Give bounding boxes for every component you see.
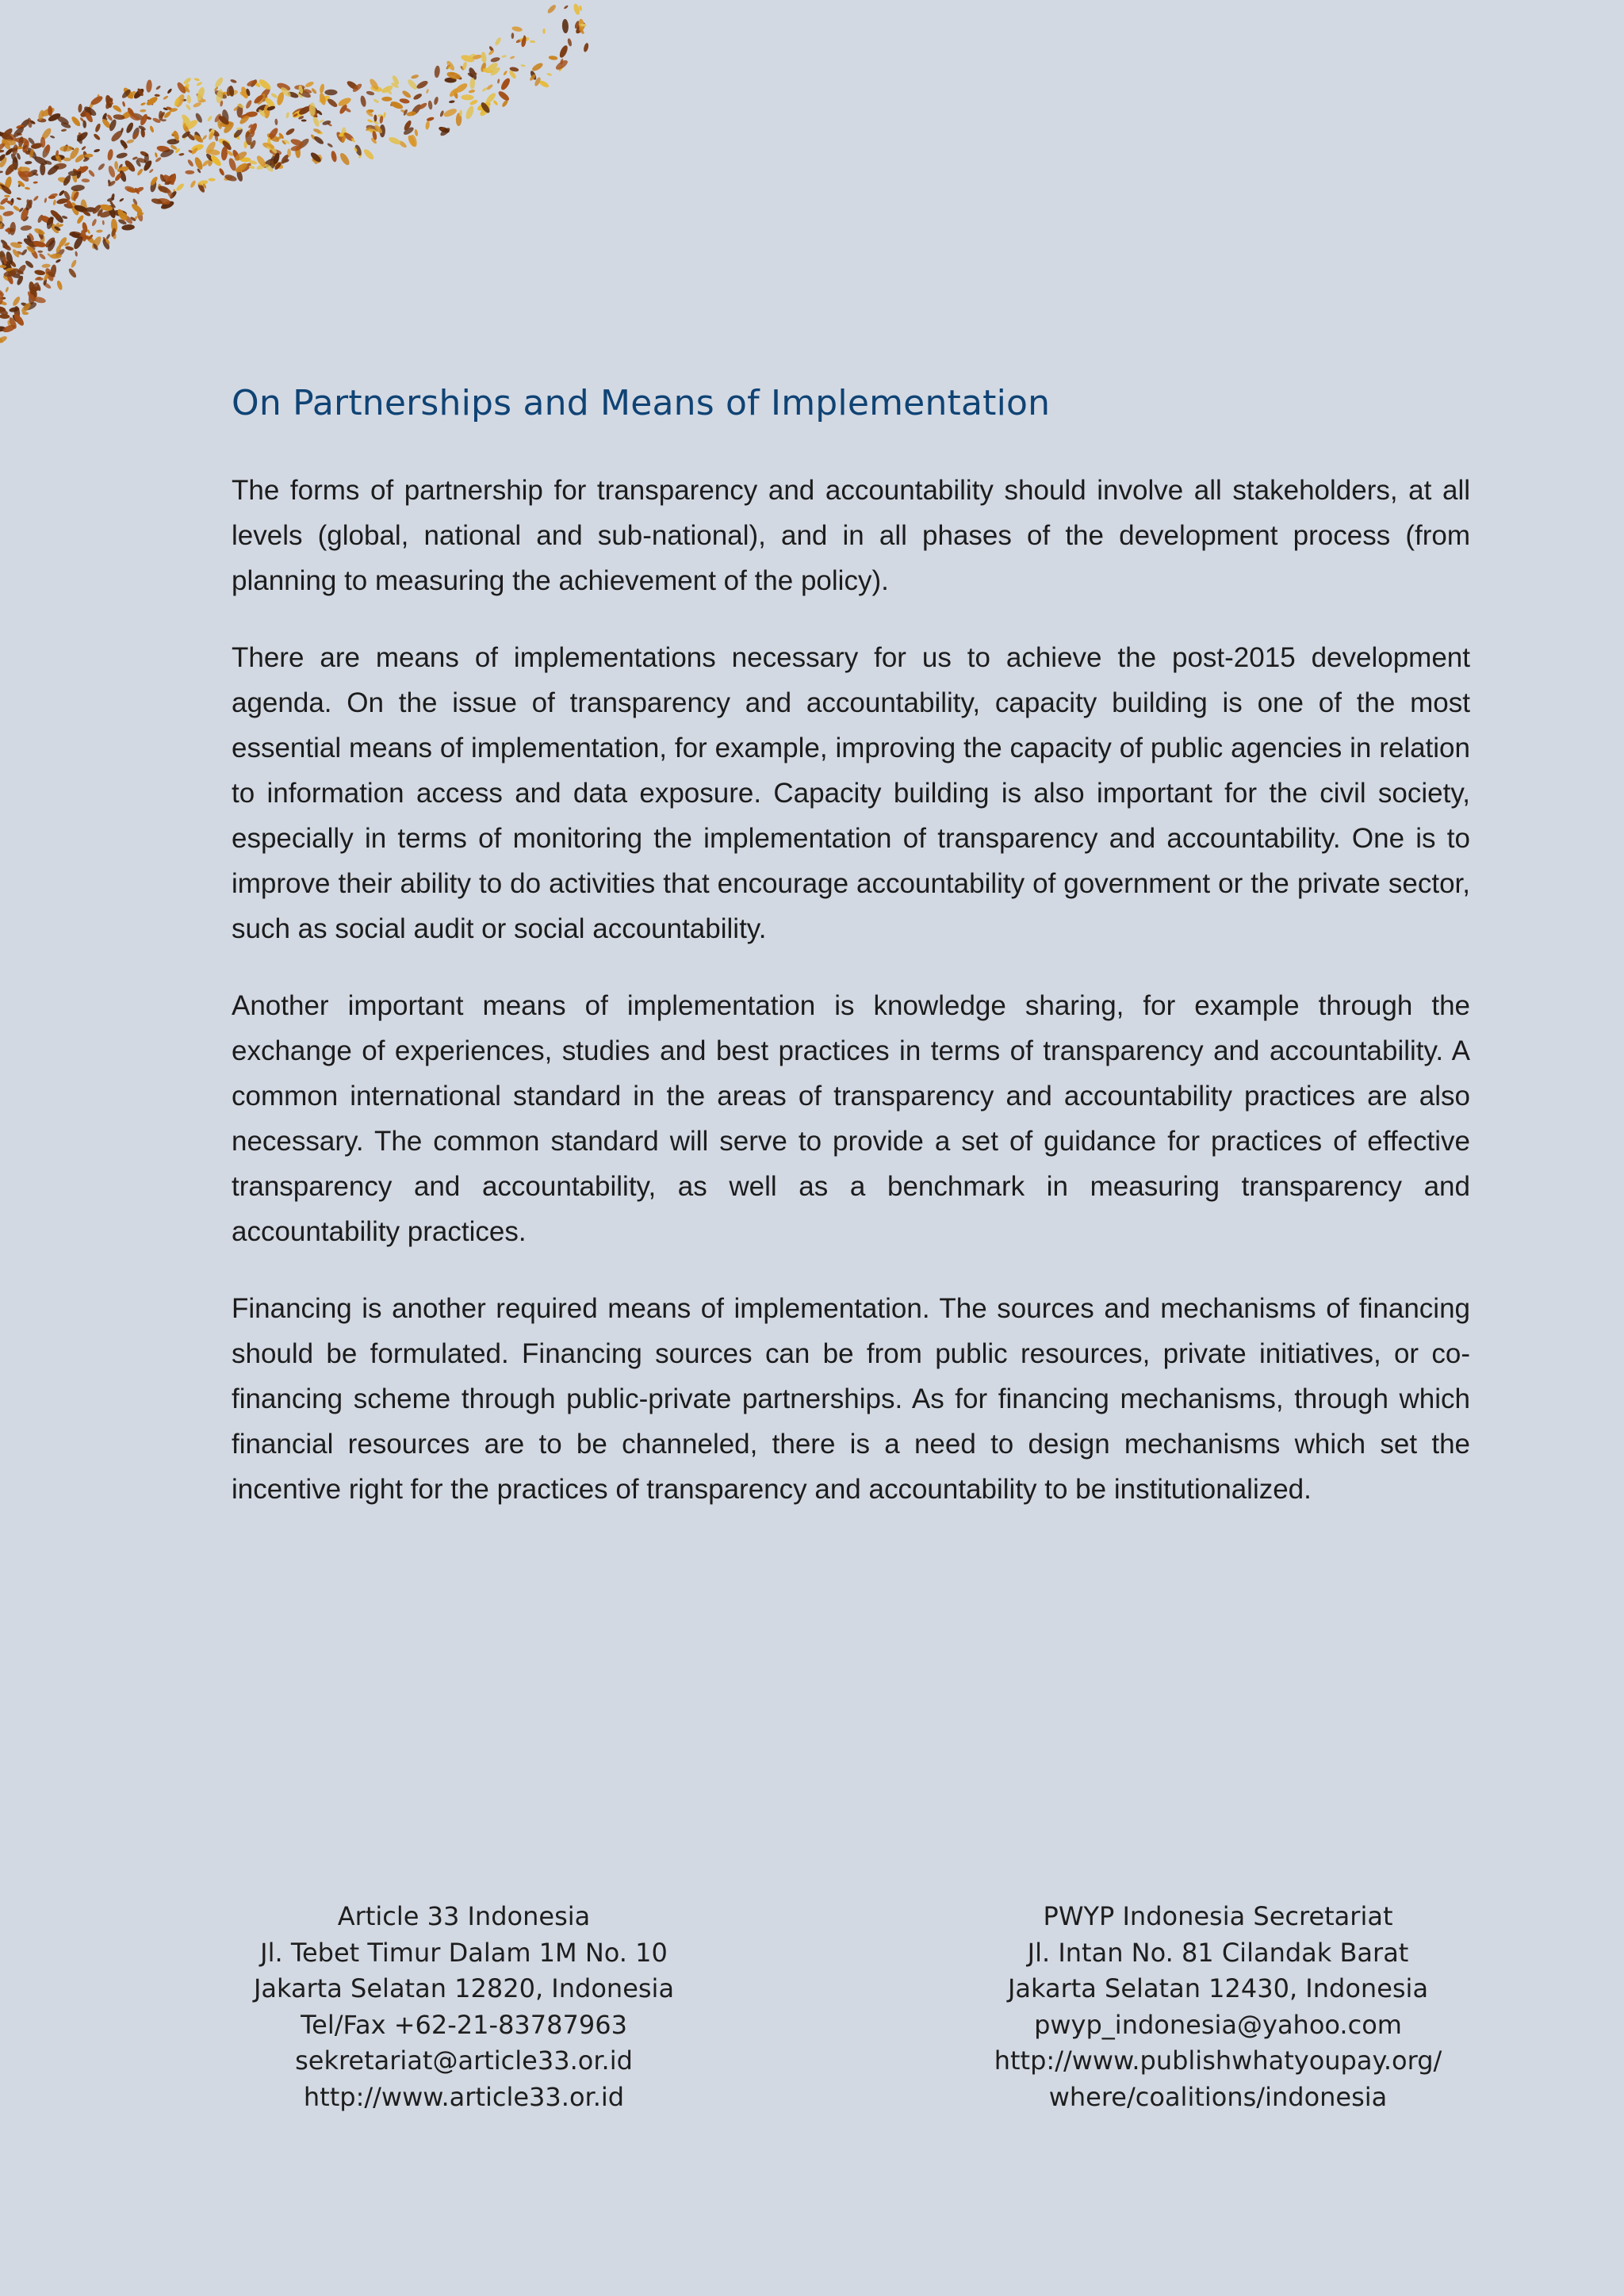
- contact-website[interactable]: http://www.article33.or.id: [303, 2081, 625, 2112]
- paragraph-partnership-forms: The forms of partnership for transparency and accountability should involve all stakeholders, at all levels (global, national and sub-national), and in all phases of the development process (from planning to measuring the achievement of the policy).: [232, 475, 1470, 596]
- contact-street: Jl. Intan No. 81 Cilandak Barat: [1027, 1937, 1409, 1968]
- contact-email[interactable]: sekretariat@article33.or.id: [295, 2045, 633, 2076]
- contact-website-continued[interactable]: where/coalitions/indonesia: [1048, 2081, 1388, 2112]
- contact-city: Jakarta Selatan 12820, Indonesia: [253, 1973, 675, 2003]
- paragraph-financing: Financing is another required means of implementation. The sources and mechanisms of financing should be formulated. Financing sources can be from public resources, private initiatives, or co-financing scheme through public-private partnerships. As for financing mechanisms, through which financial resources are to be channeled, there is a need to design mechanisms which set the incentive right for the practices of transparency and accountability to be institutionalized.: [232, 1293, 1470, 1505]
- contact-footer: [0, 1899, 1624, 2137]
- paragraph-knowledge-sharing: Another important means of implementation is knowledge sharing, for example through the exchange of experiences, studies and best practices in terms of transparency and accountability. A common international standard in the areas of transparency and accountability practices are also necessary. The common standard will serve to provide a set of guidance for practices of effective transparency and accountability, as well as a benchmark in measuring transparency and accountability practices.: [232, 990, 1470, 1247]
- contact-street: Jl. Tebet Timur Dalam 1M No. 10: [260, 1937, 668, 1968]
- contact-article33: [186, 1899, 741, 2115]
- autumn-leaves-decoration: [0, 0, 603, 396]
- contact-phone: Tel/Fax +62-21-83787963: [301, 2009, 627, 2040]
- contact-name: PWYP Indonesia Secretariat: [1043, 1901, 1393, 1931]
- main-content: [232, 373, 1470, 1544]
- contact-pwyp: [940, 1899, 1496, 2115]
- contact-name: Article 33 Indonesia: [337, 1901, 591, 1931]
- section-title: On Partnerships and Means of Implementation: [232, 383, 1051, 423]
- contact-email[interactable]: pwyp_indonesia@yahoo.com: [1034, 2009, 1402, 2040]
- contact-city: Jakarta Selatan 12430, Indonesia: [1007, 1973, 1429, 2003]
- paragraph-capacity-building: There are means of implementations necessary for us to achieve the post-2015 development agenda. On the issue of transparency and accountability, capacity building is one of the most essential means of implementation, for example, improving the capacity of public agencies in relation to information access and data exposure. Capacity building is also important for the civil society, especially in terms of monitoring the implementation of transparency and accountability. One is to improve their ability to do activities that encourage accountability of government or the private sector, such as social audit or social accountability.: [232, 642, 1470, 944]
- contact-website[interactable]: http://www.publishwhatyoupay.org/: [994, 2045, 1442, 2076]
